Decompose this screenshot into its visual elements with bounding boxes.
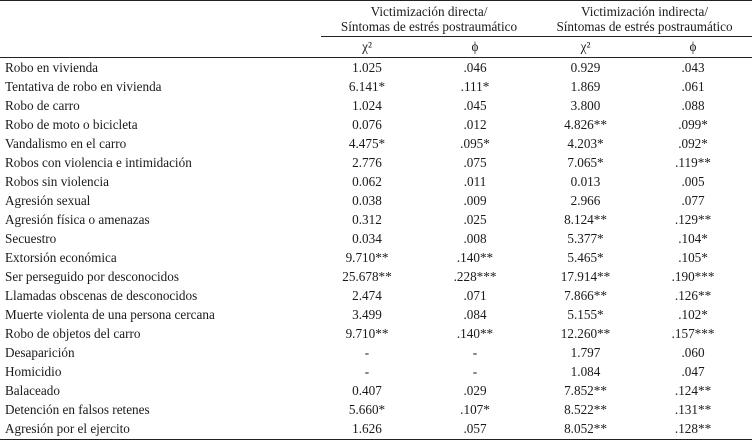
direct-chi-value: 0.062 [352, 173, 382, 189]
indirect-chi-value: 8.052** [537, 420, 634, 440]
indirect-chi-value: 3.800 [570, 97, 601, 113]
indirect-phi-value: .157*** [671, 326, 715, 342]
indirect-chi-value: 1.797 [570, 345, 601, 361]
row-label: Agresión sexual [5, 192, 91, 208]
direct-chi-value: 0.034 [352, 230, 382, 246]
table-row [0, 153, 752, 172]
table-header [0, 1, 752, 58]
group-indirect-title: Victimización indirecta/ [581, 3, 709, 19]
indirect-chi-value: 4.203* [567, 135, 604, 151]
direct-chi-value: - [364, 345, 370, 361]
indirect-phi-value: .131** [674, 402, 712, 418]
row-label: Robos sin violencia [5, 173, 110, 189]
direct-phi-value: - [472, 364, 478, 380]
indirect-phi-value: .190*** [671, 269, 715, 285]
table-row [0, 77, 752, 96]
group-direct-subtitle: Síntomas de estrés postraumático [340, 18, 518, 34]
direct-chi-value: 0.076 [352, 116, 382, 132]
indirect-phi-value: .077 [681, 192, 705, 208]
direct-chi-value: 0.312 [352, 211, 382, 227]
direct-phi-value: .045 [463, 97, 487, 113]
direct-chi-value: 1.025 [352, 59, 382, 75]
group-direct-title: Victimización directa/ [370, 3, 488, 19]
table-row [0, 344, 752, 363]
indirect-chi-value: 4.826** [564, 116, 607, 132]
row-label: Robo de carro [5, 97, 80, 113]
direct-phi-value: .075 [463, 154, 487, 170]
table-row [0, 248, 752, 267]
direct-chi-value: 0.407 [352, 383, 382, 399]
table-row [0, 210, 752, 229]
direct-chi-value: 3.499 [352, 307, 382, 323]
direct-phi-value: .084 [463, 307, 487, 323]
indirect-phi-value: .126** [674, 288, 712, 304]
direct-chi-value: 9.710** [345, 326, 389, 342]
table-row [0, 172, 752, 191]
direct-chi-value: 9.710** [345, 249, 389, 265]
indirect-chi-value: 8.522** [564, 402, 607, 418]
indirect-phi-value: .005 [681, 173, 705, 189]
direct-phi-value: .095* [460, 135, 490, 151]
row-label: Vandalismo en el carro [5, 135, 127, 151]
table-row [0, 58, 752, 78]
row-label: Homicidio [5, 364, 62, 380]
indirect-chi-value: 5.377* [567, 230, 604, 246]
row-label: Secuestro [5, 230, 57, 246]
table-row [0, 96, 752, 115]
table-row [0, 382, 752, 401]
direct-chi-value: 5.660* [348, 402, 386, 418]
direct-chi-value: 1.024 [352, 97, 382, 113]
row-label: Robo de moto o bicicleta [5, 116, 138, 132]
indirect-phi-value: .092* [678, 135, 708, 151]
table-row [0, 363, 752, 382]
indirect-chi-value: 5.155* [567, 307, 604, 323]
direct-phi-value: .009 [463, 192, 487, 208]
table-row [0, 134, 752, 153]
indirect-phi-header: ϕ [634, 37, 752, 58]
direct-phi-value: .228*** [453, 269, 497, 285]
group-direct-header [321, 1, 537, 37]
table-row [0, 325, 752, 344]
direct-phi-value: .029 [463, 383, 487, 399]
direct-phi-value: - [472, 345, 478, 361]
table-row [0, 229, 752, 248]
indirect-chi-header: χ² [537, 37, 634, 58]
indirect-phi-value: .060 [681, 345, 705, 361]
table-body [0, 58, 752, 440]
row-label: Robo en vivienda [5, 59, 99, 75]
row-label: Agresión por el ejercito [0, 420, 321, 440]
direct-chi-value: 0.038 [352, 192, 382, 208]
group-header-row [0, 1, 752, 37]
row-label: Balaceado [5, 383, 60, 399]
indirect-chi-value: 7.065* [567, 154, 604, 170]
row-label: Extorsión económica [5, 249, 117, 265]
direct-chi-value: 4.475* [348, 135, 386, 151]
row-label: Robos con violencia e intimidación [5, 154, 192, 170]
row-label: Desaparición [5, 345, 75, 361]
table-row [0, 287, 752, 306]
row-label: Robo de objetos del carro [5, 326, 141, 342]
direct-chi-value: 6.141* [348, 78, 386, 94]
direct-phi-value: .012 [463, 116, 487, 132]
indirect-phi-value: .047 [681, 364, 705, 380]
table-row [0, 401, 752, 420]
indirect-chi-value: 12.260** [560, 326, 611, 342]
row-label: Llamadas obscenas de desconocidos [5, 288, 198, 304]
group-indirect-subtitle: Síntomas de estrés postraumático [556, 18, 733, 34]
direct-phi-value: .025 [463, 211, 487, 227]
table-row [0, 268, 752, 287]
table-row [0, 306, 752, 325]
indirect-chi-value: 0.929 [570, 59, 601, 75]
direct-chi-value: 25.678** [342, 269, 392, 285]
stat-blank-cell [0, 37, 321, 58]
indirect-chi-value: 8.124** [564, 211, 607, 227]
indirect-phi-value: .128** [634, 420, 752, 440]
row-label: Detención en falsos retenes [5, 402, 150, 418]
direct-chi-value: - [364, 364, 370, 380]
indirect-phi-value: .105* [678, 249, 708, 265]
indirect-phi-value: .102* [678, 307, 708, 323]
indirect-chi-value: 17.914** [560, 269, 611, 285]
direct-phi-value: .140** [456, 326, 494, 342]
stat-header-row [0, 37, 752, 58]
direct-chi-value: 1.626 [321, 420, 413, 440]
table-row [0, 420, 752, 440]
indirect-chi-value: 0.013 [570, 173, 601, 189]
direct-phi-value: .140** [456, 249, 494, 265]
indirect-chi-value: 7.866** [564, 288, 607, 304]
row-label: Muerte violenta de una persona cercana [5, 307, 215, 323]
row-label: Agresión física o amenazas [5, 211, 150, 227]
indirect-phi-value: .043 [681, 59, 705, 75]
indirect-chi-value: 2.966 [570, 192, 601, 208]
indirect-phi-value: .129** [674, 211, 712, 227]
indirect-chi-value: 7.852** [564, 383, 607, 399]
direct-phi-value: .011 [463, 173, 487, 189]
direct-phi-value: .071 [463, 288, 487, 304]
indirect-phi-value: .119** [675, 154, 711, 170]
direct-phi-value: .057 [413, 420, 537, 440]
direct-phi-value: .111* [460, 78, 490, 94]
indirect-chi-value: 1.084 [570, 364, 601, 380]
indirect-phi-value: .104* [678, 230, 708, 246]
direct-chi-value: 2.474 [352, 288, 382, 304]
row-label: Ser perseguido por desconocidos [5, 269, 179, 285]
group-indirect-header [537, 1, 752, 37]
direct-phi-value: .008 [463, 230, 487, 246]
row-label: Tentativa de robo en vivienda [5, 78, 162, 94]
indirect-chi-value: 5.465* [567, 249, 604, 265]
indirect-chi-value: 1.869 [570, 78, 601, 94]
indirect-phi-value: .099* [678, 116, 708, 132]
header-blank-cell [0, 1, 321, 37]
table-row [0, 191, 752, 210]
direct-phi-value: .107* [460, 402, 490, 418]
direct-phi-value: .046 [463, 59, 487, 75]
indirect-phi-value: .124** [674, 383, 712, 399]
indirect-phi-value: .061 [681, 78, 705, 94]
direct-chi-value: 2.776 [352, 154, 382, 170]
table-row [0, 115, 752, 134]
direct-phi-header: ϕ [413, 37, 537, 58]
indirect-phi-value: .088 [681, 97, 705, 113]
direct-chi-header: χ² [321, 37, 413, 58]
